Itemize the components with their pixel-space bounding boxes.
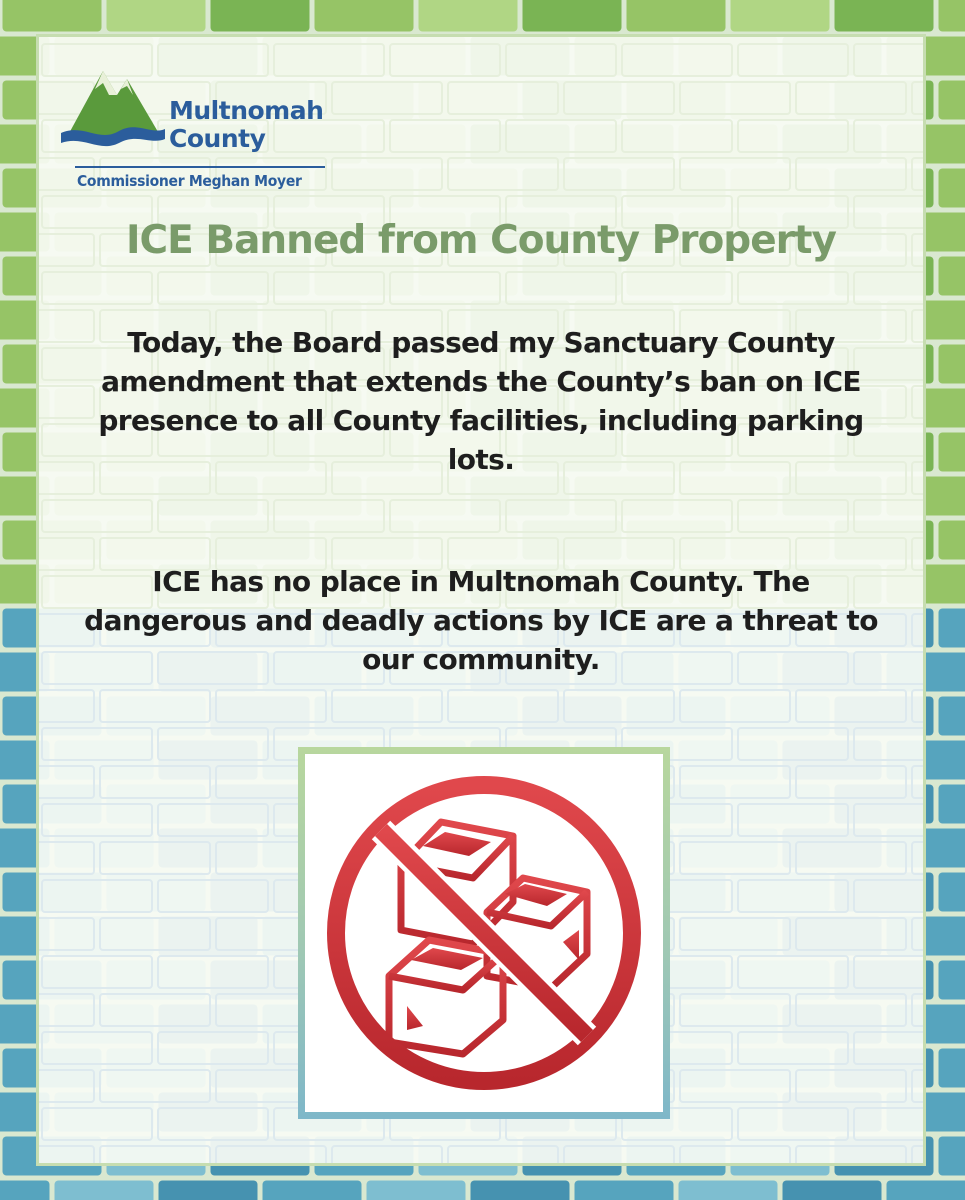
sign-frame xyxy=(298,747,670,1119)
no-ice-sign xyxy=(305,754,663,1112)
county-name-line2: County xyxy=(169,124,266,153)
county-name xyxy=(169,97,323,153)
announcement-paragraph: Today, the Board passed my Sanctuary County amendment that extends the County’s ban on ICE presence to all County facilities, including parking lots. xyxy=(98,326,864,476)
headline: ICE Banned from County Property xyxy=(126,218,836,263)
logo-divider xyxy=(75,166,325,168)
commissioner-name: Commissioner Meghan Moyer xyxy=(77,172,302,190)
county-name-line1: Multnomah xyxy=(169,96,324,125)
no-ice-cubes-icon xyxy=(305,754,663,1112)
content-panel xyxy=(36,34,926,1166)
multnomah-county-logo xyxy=(59,59,324,190)
statement-paragraph: ICE has no place in Multnomah County. The dangerous and deadly actions by ICE are a threat to our community. xyxy=(84,565,878,676)
mountain-logo-icon xyxy=(59,59,169,159)
